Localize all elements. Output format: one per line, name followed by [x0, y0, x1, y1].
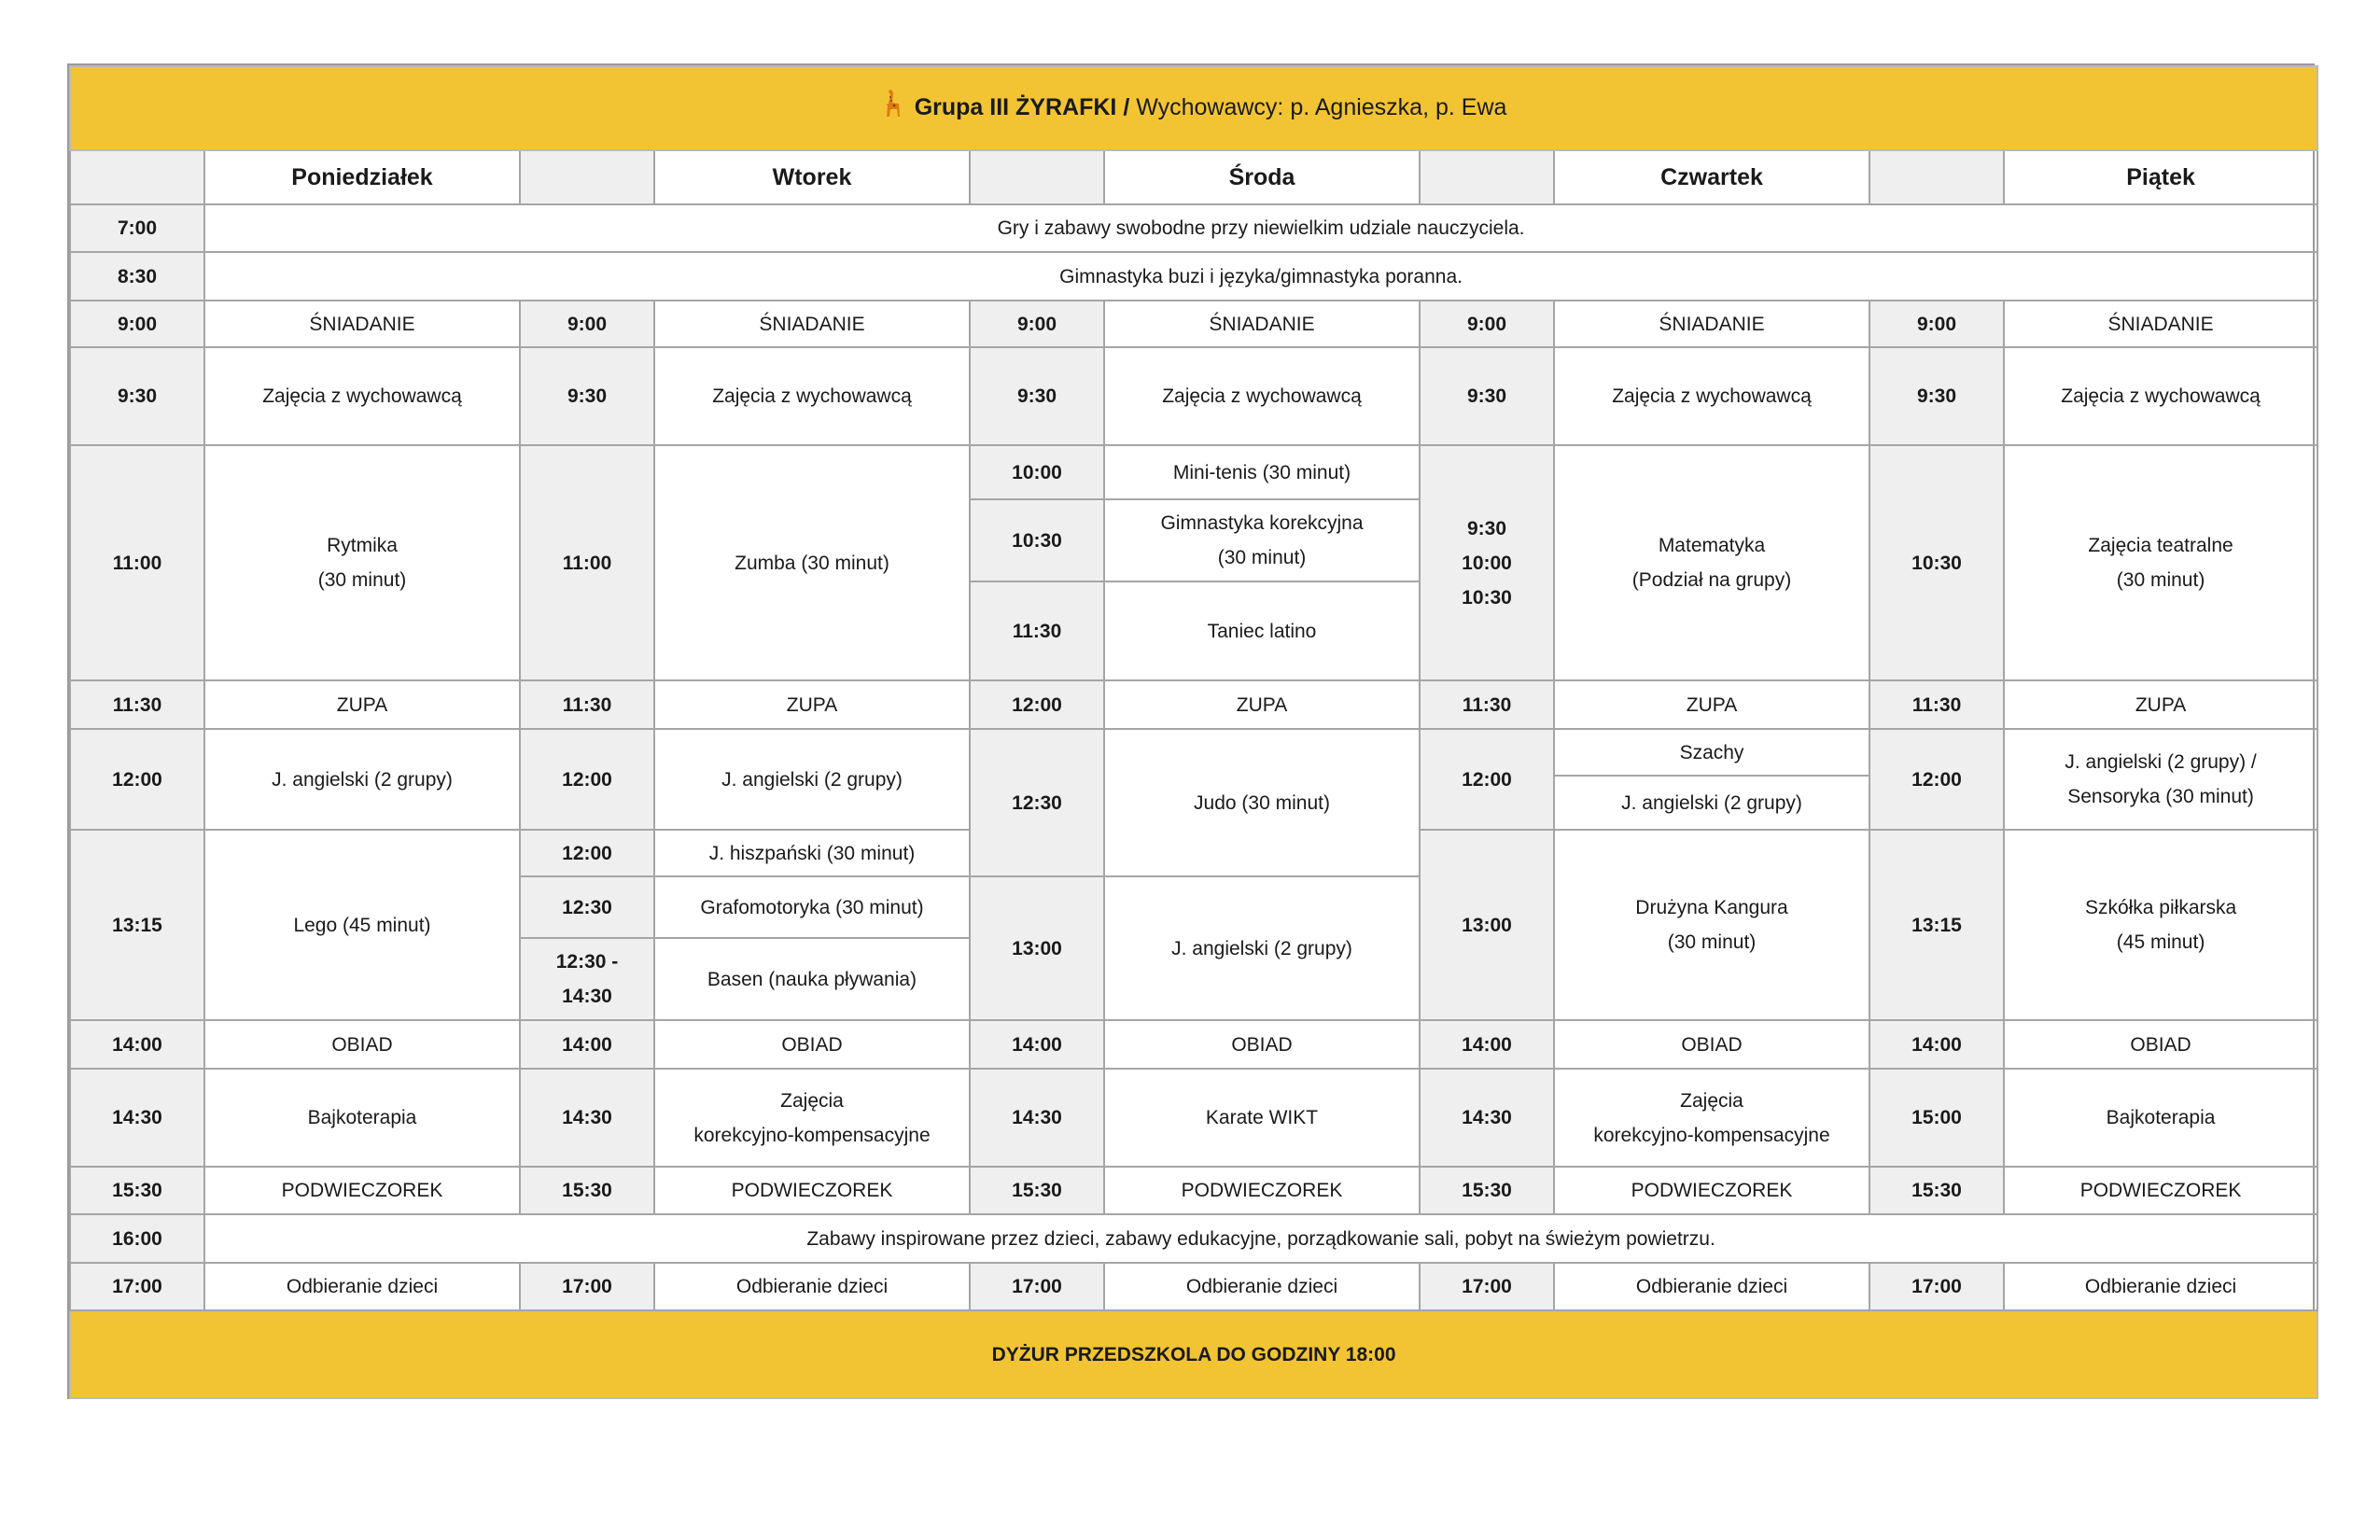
table-row: [70, 1214, 2317, 1263]
activity-line: Drużyna Kangura: [1635, 897, 1788, 918]
time-line: 14:30: [562, 986, 612, 1007]
time-cell: 13:15: [1869, 830, 2004, 1020]
activity-cell: Bajkoterapia: [2004, 1069, 2317, 1167]
activity-line: J. angielski (2 grupy) /: [2065, 751, 2257, 773]
time-cell: 15:30: [970, 1167, 1104, 1214]
time-cell: 9:00: [70, 301, 204, 347]
time-cell: 12:00: [970, 680, 1104, 729]
table-row: [70, 445, 2317, 499]
activity-cell: ŚNIADANIE: [204, 301, 520, 347]
header-time-cell: [970, 150, 1104, 204]
group-title: Grupa III ŻYRAFKI /: [914, 93, 1130, 120]
time-cell: 15:30: [70, 1167, 204, 1214]
activity-cell: Szachy: [1554, 729, 1869, 776]
schedule-table-wrapper: [67, 63, 2315, 1399]
time-cell: 13:00: [1420, 830, 1554, 1020]
activity-cell: Zajęcia z wychowawcą: [1104, 347, 1420, 445]
time-cell: 11:30: [520, 680, 654, 729]
time-cell: 12:00: [520, 729, 654, 830]
time-cell: 14:00: [70, 1020, 204, 1069]
time-cell: 12:30: [520, 876, 654, 938]
time-cell: 11:00: [520, 445, 654, 680]
afternoon-activities-cell: Zabawy inspirowane przez dzieci, zabawy edukacyjne, porządkowanie sali, pobyt na świeżym powietrzu.: [204, 1214, 2317, 1263]
activity-cell: ZUPA: [1104, 680, 1420, 729]
time-cell: 14:30: [970, 1069, 1104, 1167]
table-row: [70, 729, 2317, 776]
activity-cell: ŚNIADANIE: [1104, 301, 1420, 347]
table-row: [70, 301, 2317, 347]
time-cell: 11:00: [70, 445, 204, 680]
activity-line: Matematyka: [1658, 535, 1766, 556]
activity-line: (Podział na grupy): [1631, 569, 1792, 591]
table-row: [70, 204, 2317, 252]
day-header-monday: Poniedziałek: [204, 150, 520, 204]
free-play-cell: Gry i zabawy swobodne przy niewielkim udziale nauczyciela.: [204, 204, 2317, 252]
time-cell: 9:00: [970, 301, 1104, 347]
time-cell: 17:00: [1869, 1263, 2004, 1310]
time-cell: 14:00: [970, 1020, 1104, 1069]
activity-cell: Mini-tenis (30 minut): [1104, 445, 1420, 499]
time-cell: 17:00: [520, 1263, 654, 1310]
time-line: 10:30: [1462, 586, 1512, 609]
time-cell: 11:30: [1869, 680, 2004, 729]
activity-line: Sensoryka (30 minut): [2067, 786, 2254, 807]
activity-cell: PODWIECZOREK: [654, 1167, 970, 1214]
activity-cell: [654, 1069, 970, 1167]
activity-cell: PODWIECZOREK: [204, 1167, 520, 1214]
activity-cell: ZUPA: [654, 680, 970, 729]
activity-cell: PODWIECZOREK: [2004, 1167, 2317, 1214]
table-row: [70, 1167, 2317, 1214]
time-cell: 11:30: [70, 680, 204, 729]
header-time-cell: [70, 150, 204, 204]
activity-cell: [1104, 499, 1420, 581]
activity-cell: Odbieranie dzieci: [1104, 1263, 1420, 1310]
activity-cell: [2004, 445, 2317, 680]
time-cell: [520, 938, 654, 1020]
table-row: [70, 680, 2317, 729]
time-cell: 8:30: [70, 252, 204, 301]
time-cell: 12:30: [970, 729, 1104, 876]
activity-cell: PODWIECZOREK: [1554, 1167, 1869, 1214]
time-cell: 14:00: [1420, 1020, 1554, 1069]
activity-line: korekcyjno-kompensacyjne: [1593, 1124, 1830, 1146]
time-cell: 12:00: [1869, 729, 2004, 830]
activity-line: Zajęcia: [780, 1089, 844, 1112]
activity-cell: PODWIECZOREK: [1104, 1167, 1420, 1214]
activity-cell: Odbieranie dzieci: [204, 1263, 520, 1310]
time-cell: 10:30: [970, 499, 1104, 581]
time-cell: 16:00: [70, 1214, 204, 1263]
activity-cell: ZUPA: [1554, 680, 1869, 729]
time-cell: 17:00: [1420, 1263, 1554, 1310]
header-time-cell: [520, 150, 654, 204]
activity-cell: Odbieranie dzieci: [2004, 1263, 2317, 1310]
activity-cell: Lego (45 minut): [204, 830, 520, 1020]
activity-cell: OBIAD: [204, 1020, 520, 1069]
activity-cell: Odbieranie dzieci: [1554, 1263, 1869, 1310]
activity-cell: ŚNIADANIE: [2004, 301, 2317, 347]
time-cell: 9:30: [970, 347, 1104, 445]
day-header-friday: Piątek: [2004, 150, 2317, 204]
time-cell: 13:00: [970, 876, 1104, 1020]
activity-cell: [2004, 729, 2317, 830]
teachers-text: Wychowawcy: p. Agnieszka, p. Ewa: [1136, 93, 1507, 120]
title-row: [70, 66, 2317, 150]
time-line: 10:00: [1462, 552, 1512, 574]
time-cell: 15:00: [1869, 1069, 2004, 1167]
table-row: [70, 252, 2317, 301]
day-header-row: [70, 150, 2317, 204]
time-cell: 9:00: [1420, 301, 1554, 347]
time-cell: 15:30: [520, 1167, 654, 1214]
activity-cell: OBIAD: [1554, 1020, 1869, 1069]
table-row: [70, 1020, 2317, 1069]
time-cell: 12:00: [70, 729, 204, 830]
activity-cell: ZUPA: [2004, 680, 2317, 729]
time-cell: 9:30: [70, 347, 204, 445]
duty-hours-footer: DYŻUR PRZEDSZKOLA DO GODZINY 18:00: [70, 1310, 2317, 1398]
time-cell: 12:00: [520, 830, 654, 876]
time-cell: 12:00: [1420, 729, 1554, 830]
activity-cell: Zajęcia z wychowawcą: [204, 347, 520, 445]
time-cell: 14:00: [520, 1020, 654, 1069]
time-cell: 14:30: [70, 1069, 204, 1167]
activity-line: Szkółka piłkarska: [2084, 897, 2237, 918]
activity-cell: Karate WIKT: [1104, 1069, 1420, 1167]
time-cell: 9:30: [520, 347, 654, 445]
activity-cell: Zajęcia z wychowawcą: [1554, 347, 1869, 445]
time-cell: 7:00: [70, 204, 204, 252]
activity-cell: Zajęcia z wychowawcą: [2004, 347, 2317, 445]
footer-row: [70, 1310, 2317, 1398]
activity-cell: Taniec latino: [1104, 581, 1420, 680]
time-cell: 9:00: [520, 301, 654, 347]
activity-cell: Bajkoterapia: [204, 1069, 520, 1167]
activity-line: (30 minut): [1217, 547, 1307, 568]
activity-line: (30 minut): [1667, 931, 1757, 953]
activity-line: korekcyjno-kompensacyjne: [693, 1124, 931, 1146]
time-cell: 14:30: [520, 1069, 654, 1167]
time-cell: 14:00: [1869, 1020, 2004, 1069]
day-header-thursday: Czwartek: [1554, 150, 1869, 204]
schedule-table: [69, 65, 2318, 1399]
activity-cell: J. angielski (2 grupy): [204, 729, 520, 830]
time-cell: 17:00: [70, 1263, 204, 1310]
time-cell: 10:00: [970, 445, 1104, 499]
activity-cell: Grafomotoryka (30 minut): [654, 876, 970, 938]
time-line: 12:30 -: [555, 951, 619, 973]
activity-cell: [1554, 830, 1869, 1020]
giraffe-icon: [881, 89, 905, 129]
time-cell: 17:00: [970, 1263, 1104, 1310]
activity-cell: OBIAD: [654, 1020, 970, 1069]
time-cell: 11:30: [970, 581, 1104, 680]
activity-line: Rytmika: [327, 535, 398, 556]
activity-cell: ŚNIADANIE: [654, 301, 970, 347]
activity-line: Gimnastyka korekcyjna: [1160, 512, 1364, 534]
time-line: 9:30: [1466, 517, 1507, 539]
day-header-wednesday: Środa: [1104, 150, 1420, 204]
activity-line: (30 minut): [317, 569, 407, 591]
activity-line: (45 minut): [2116, 931, 2205, 953]
table-row: [70, 1069, 2317, 1167]
activity-cell: Odbieranie dzieci: [654, 1263, 970, 1310]
activity-cell: Zajęcia z wychowawcą: [654, 347, 970, 445]
activity-cell: J. angielski (2 grupy): [1104, 876, 1420, 1020]
activity-cell: OBIAD: [1104, 1020, 1420, 1069]
activity-cell: OBIAD: [2004, 1020, 2317, 1069]
gymnastics-cell: Gimnastyka buzi i języka/gimnastyka poranna.: [204, 252, 2317, 301]
title-band: [70, 66, 2317, 150]
activity-cell: [1554, 1069, 1869, 1167]
header-time-cell: [1869, 150, 2004, 204]
activity-line: (30 minut): [2116, 569, 2205, 591]
activity-cell: ZUPA: [204, 680, 520, 729]
activity-cell: Basen (nauka pływania): [654, 938, 970, 1020]
activity-cell: [2004, 830, 2317, 1020]
time-cell: 13:15: [70, 830, 204, 1020]
time-cell: 9:30: [1869, 347, 2004, 445]
activity-cell: Zumba (30 minut): [654, 445, 970, 680]
activity-cell: Judo (30 minut): [1104, 729, 1420, 876]
activity-cell: J. angielski (2 grupy): [654, 729, 970, 830]
activity-line: Zajęcia teatralne: [2088, 535, 2233, 556]
activity-cell: [204, 445, 520, 680]
activity-line: Zajęcia: [1680, 1089, 1743, 1112]
header-time-cell: [1420, 150, 1554, 204]
day-header-tuesday: Wtorek: [654, 150, 970, 204]
time-cell: [1420, 445, 1554, 680]
activity-cell: J. angielski (2 grupy): [1554, 776, 1869, 830]
time-cell: 10:30: [1869, 445, 2004, 680]
activity-cell: [1554, 445, 1869, 680]
activity-cell: J. hiszpański (30 minut): [654, 830, 970, 876]
activity-cell: ŚNIADANIE: [1554, 301, 1869, 347]
table-row: [70, 1263, 2317, 1310]
table-row: [70, 347, 2317, 445]
time-cell: 11:30: [1420, 680, 1554, 729]
time-cell: 14:30: [1420, 1069, 1554, 1167]
time-cell: 15:30: [1869, 1167, 2004, 1214]
time-cell: 9:30: [1420, 347, 1554, 445]
time-cell: 15:30: [1420, 1167, 1554, 1214]
time-cell: 9:00: [1869, 301, 2004, 347]
